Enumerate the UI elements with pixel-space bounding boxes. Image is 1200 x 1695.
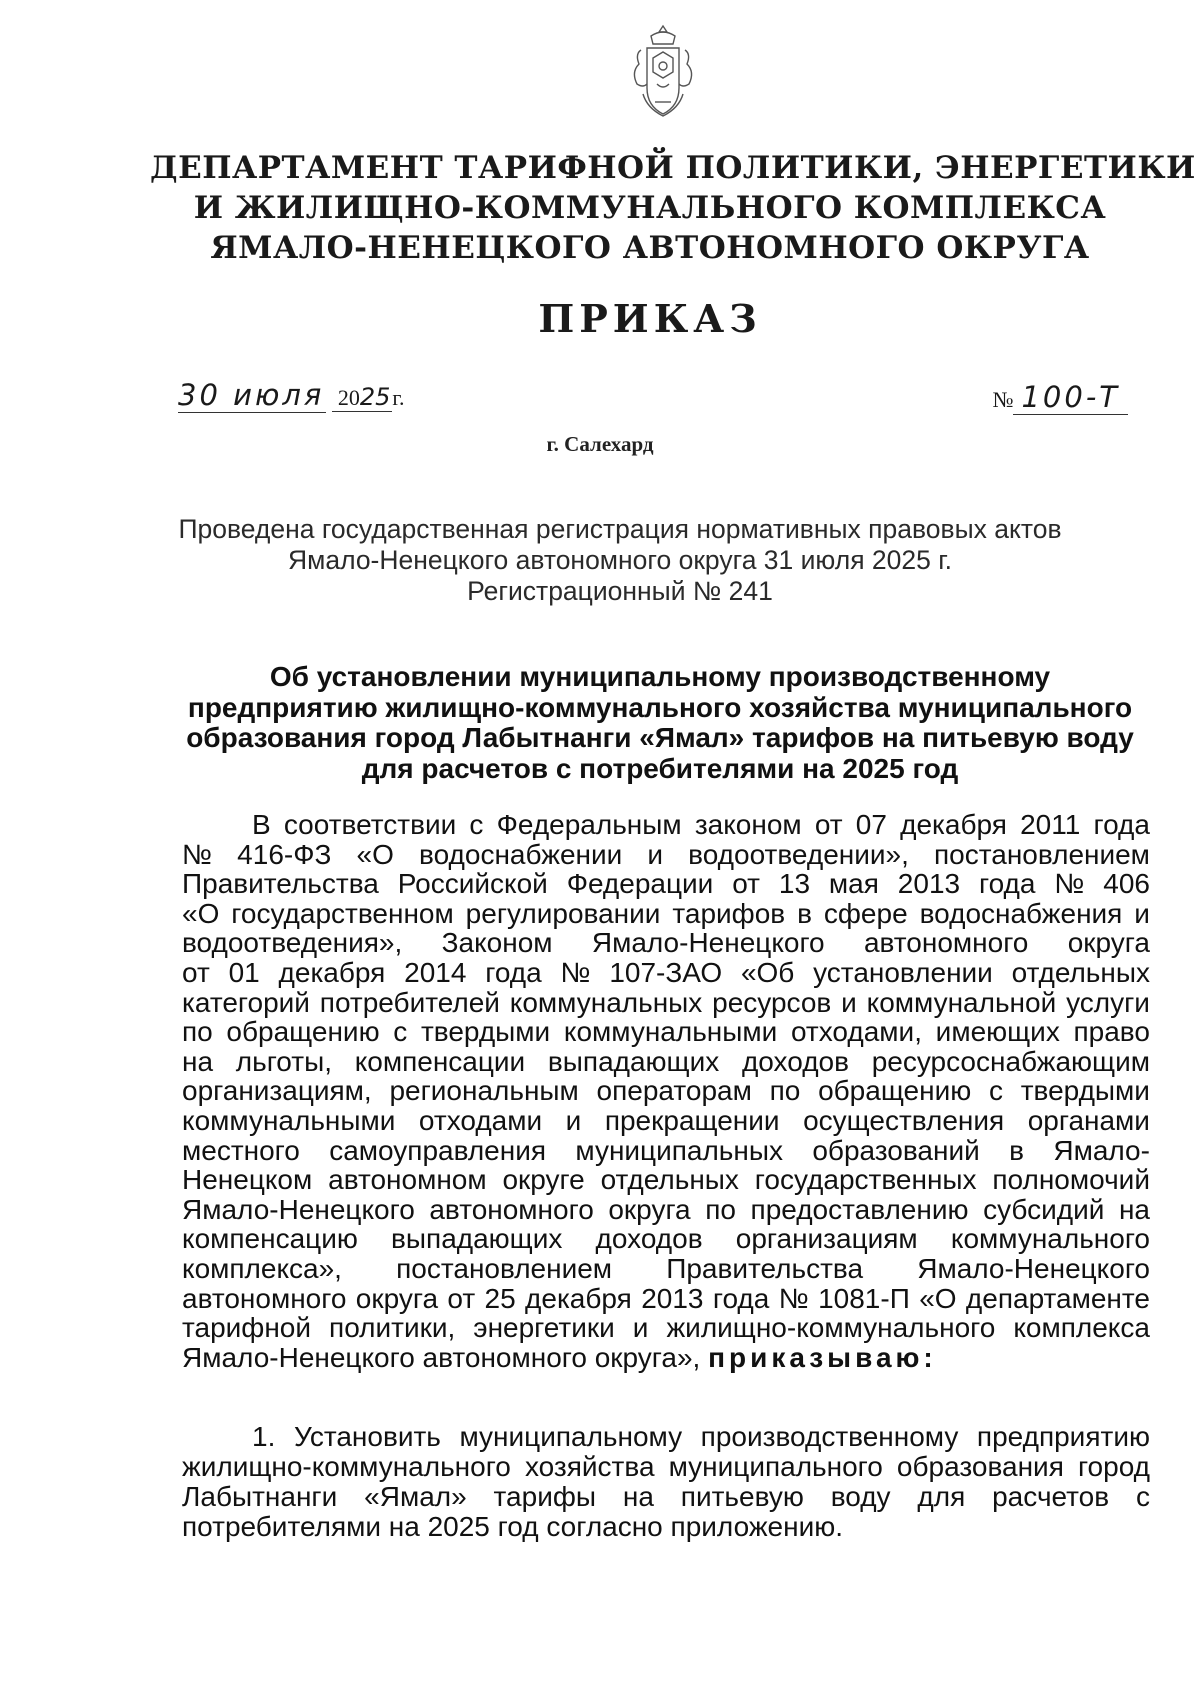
preamble-word: декабря xyxy=(900,809,1007,840)
item-1-paragraph xyxy=(182,1422,1150,1542)
preamble-word: компенсацию xyxy=(182,1223,358,1255)
preamble-word: года xyxy=(1093,809,1150,840)
preamble-word: от xyxy=(814,809,843,840)
order-number xyxy=(992,380,1128,415)
preamble-word: сфере xyxy=(823,897,908,929)
preamble-word: 416-ФЗ xyxy=(237,838,332,870)
preamble-word: на xyxy=(182,1045,214,1077)
preamble-word: услуги xyxy=(1066,986,1150,1018)
preamble-word: доходов xyxy=(741,1045,849,1077)
preamble-word: организациям xyxy=(735,1223,918,1255)
preamble-word: и xyxy=(565,1104,582,1136)
handwritten-number: 100-Т xyxy=(1021,380,1120,414)
preamble-word: автономном xyxy=(328,1164,487,1196)
preamble-word: комплекса», xyxy=(182,1252,342,1284)
preamble-last-line xyxy=(182,1343,1150,1373)
item-1-word: Установить xyxy=(293,1421,441,1452)
item-1-line xyxy=(182,1452,1150,1482)
preamble-word: доходов xyxy=(595,1223,703,1255)
preamble-word: Ямало- xyxy=(1053,1134,1150,1166)
preamble-word: «Об xyxy=(740,956,795,988)
preamble-paragraph xyxy=(182,810,1150,1372)
preamble-word: водоотведении», xyxy=(688,838,909,870)
preamble-line xyxy=(182,869,1150,899)
order-subject xyxy=(160,662,1160,784)
preamble-word: Ямало-Ненецкого xyxy=(182,1193,415,1225)
preamble-word: коммунальными xyxy=(182,1104,396,1136)
preamble-word: организациям, xyxy=(182,1075,372,1107)
preamble-word: 25 xyxy=(484,1282,516,1314)
item-1-word: питьевую xyxy=(680,1481,804,1512)
item-1-word: хозяйства xyxy=(524,1451,655,1482)
preamble-line xyxy=(182,1165,1150,1195)
preamble-word: округа xyxy=(608,1193,691,1225)
preamble-word: на xyxy=(1118,1193,1150,1225)
preamble-line xyxy=(182,1017,1150,1047)
preamble-word: декабря xyxy=(278,956,386,988)
year-suffix: г. xyxy=(392,385,405,410)
preamble-word: Ямало-Ненецкого xyxy=(591,927,825,959)
preamble-word: субсидий xyxy=(983,1193,1105,1225)
preamble-word: № xyxy=(778,1282,809,1314)
item-1-word: жилищно-коммунального xyxy=(182,1451,511,1482)
preamble-word: «О xyxy=(182,897,220,929)
registration-line-1: Проведена государственная регистрация нормативных правовых актов xyxy=(178,514,1062,544)
order-word: приказываю: xyxy=(708,1341,937,1373)
preamble-word: ресурсов xyxy=(712,986,832,1018)
subject-line-4: для расчетов с потребителями на 2025 год xyxy=(361,752,959,784)
preamble-word: 07 xyxy=(855,809,887,840)
preamble-word: государственных xyxy=(754,1164,977,1196)
preamble-word: от xyxy=(182,956,210,988)
preamble-word: постановлением xyxy=(934,838,1150,870)
preamble-line xyxy=(182,1284,1150,1314)
preamble-word: энергетики xyxy=(473,1312,615,1344)
preamble-line xyxy=(182,928,1150,958)
preamble-word: декабря xyxy=(525,1282,632,1314)
preamble-line xyxy=(182,1224,1150,1254)
handwritten-year: 25 xyxy=(359,383,391,411)
preamble-word: автономного xyxy=(182,1282,347,1314)
item-1-word: Лабытнанги xyxy=(182,1481,338,1512)
registration-note xyxy=(140,514,1100,607)
preamble-word: выпадающих xyxy=(547,1045,720,1077)
department-line-1: ДЕПАРТАМЕНТ ТАРИФНОЙ ПОЛИТИКИ, ЭНЕРГЕТИКИ xyxy=(150,150,1196,186)
preamble-word: по xyxy=(182,1016,213,1048)
number-label: № xyxy=(992,387,1014,412)
item-1-word: расчетов xyxy=(992,1481,1110,1512)
preamble-word: регулировании xyxy=(465,897,661,929)
preamble-word: и xyxy=(841,986,857,1018)
item-1-word: муниципального xyxy=(668,1451,883,1482)
preamble-word: отдельных xyxy=(1011,956,1150,988)
item-1-word: воду xyxy=(830,1481,891,1512)
preamble-word: от xyxy=(447,1282,476,1314)
item-1-line xyxy=(182,1482,1150,1512)
preamble-word: муниципальных xyxy=(575,1134,783,1166)
department-line-3: ЯМАЛО-НЕНЕЦКОГО АВТОНОМНОГО ОКРУГА xyxy=(210,230,1090,266)
preamble-word: автономного xyxy=(429,1193,594,1225)
preamble-word: Федерации xyxy=(566,868,714,900)
preamble-word: 2011 xyxy=(1020,809,1081,840)
preamble-word: прекращении xyxy=(604,1104,780,1136)
preamble-word: № xyxy=(182,838,213,870)
preamble-line xyxy=(182,1195,1150,1225)
preamble-word: ресурсоснабжающим xyxy=(871,1045,1150,1077)
preamble-word: коммунального xyxy=(950,1223,1150,1255)
preamble-word: отходами, xyxy=(790,1016,922,1048)
order-date xyxy=(178,378,404,413)
preamble-word: округе xyxy=(502,1164,585,1196)
preamble-word: жилищно-коммунального xyxy=(666,1312,996,1344)
preamble-word: года xyxy=(485,956,542,988)
registration-line-2: Ямало-Ненецкого автономного округа 31 июля 2025 г. xyxy=(287,545,953,575)
item-1-word: для xyxy=(917,1481,966,1512)
preamble-word: департаменте xyxy=(965,1282,1150,1314)
preamble-line xyxy=(182,810,1150,840)
preamble-word: предоставлению xyxy=(750,1193,969,1225)
preamble-word: соответствии xyxy=(283,809,457,840)
preamble-line xyxy=(182,1313,1150,1343)
department-line-2: И ЖИЛИЩНО-КОММУНАЛЬНОГО КОМПЛЕКСА xyxy=(193,190,1107,226)
preamble-word: местного xyxy=(182,1134,300,1166)
preamble-word: водоснабжения xyxy=(919,897,1123,929)
preamble-last-line-text: Ямало-Ненецкого автономного округа», xyxy=(182,1341,701,1373)
preamble-word: «О xyxy=(919,1282,957,1314)
preamble-word: года xyxy=(978,868,1036,900)
preamble-word: коммунальными xyxy=(563,1016,778,1048)
item-1-word: город xyxy=(1077,1451,1150,1482)
preamble-word: органами xyxy=(1027,1104,1150,1136)
registration-line-3: Регистрационный № 241 xyxy=(467,576,773,606)
preamble-word: выпадающих xyxy=(391,1223,563,1255)
preamble-word: твердыми xyxy=(1020,1075,1150,1107)
preamble-word: обращению xyxy=(818,1075,972,1107)
preamble-word: имеющих xyxy=(935,1016,1060,1048)
preamble-word: категорий xyxy=(182,986,310,1018)
item-1-word: 1. xyxy=(252,1421,276,1452)
preamble-word: коммунальной xyxy=(866,986,1057,1018)
preamble-word: Федеральным xyxy=(496,809,682,840)
subject-line-3: образования город Лабытнанги «Ямал» тарифов на питьевую воду xyxy=(186,722,1134,753)
preamble-line xyxy=(182,1047,1150,1077)
item-1-word: с xyxy=(1136,1481,1150,1512)
preamble-line xyxy=(182,988,1150,1018)
preamble-word: 13 xyxy=(778,868,811,900)
preamble-word: «О xyxy=(356,838,394,870)
preamble-word: в xyxy=(1009,1134,1024,1166)
preamble-line xyxy=(182,899,1150,929)
preamble-word: 2014 xyxy=(404,956,467,988)
preamble-word: водоснабжении xyxy=(419,838,623,870)
preamble-word: коммунальных xyxy=(509,986,703,1018)
subject-line-2: предприятию жилищно-коммунального хозяйства муниципального xyxy=(187,691,1133,723)
preamble-word: установлении xyxy=(813,956,993,988)
preamble-word: мая xyxy=(828,868,879,900)
preamble-word: с xyxy=(469,809,484,840)
preamble-word: 1081-П xyxy=(818,1282,910,1314)
preamble-word: право xyxy=(1073,1016,1150,1048)
preamble-word: и xyxy=(632,1312,649,1344)
preamble-word: образований xyxy=(812,1134,980,1166)
preamble-word: округа xyxy=(355,1282,439,1314)
preamble-word: компенсации xyxy=(354,1045,526,1077)
preamble-word: № xyxy=(1054,868,1085,900)
preamble-line xyxy=(182,958,1150,988)
document-type: ПРИКАЗ xyxy=(538,296,762,341)
preamble-word: потребителей xyxy=(319,986,500,1018)
preamble-word: политики, xyxy=(329,1312,456,1344)
preamble-line xyxy=(182,1106,1150,1136)
preamble-word: 406 xyxy=(1103,868,1150,900)
preamble-word: 2013 xyxy=(641,1282,704,1314)
preamble-word: Правительства xyxy=(182,868,379,900)
preamble-line xyxy=(182,1254,1150,1284)
preamble-word: и xyxy=(1134,897,1150,929)
year-prefix: 20 xyxy=(337,385,360,410)
item-1-word: образования xyxy=(896,1451,1064,1482)
preamble-word: с xyxy=(988,1075,1003,1107)
preamble-word: тарифов xyxy=(672,897,786,929)
preamble-word: Ямало-Ненецкого xyxy=(917,1252,1150,1284)
item-1-word: муниципальному xyxy=(459,1421,683,1452)
preamble-line xyxy=(182,1136,1150,1166)
preamble-word: 2013 xyxy=(897,868,961,900)
preamble-word: Правительства xyxy=(666,1252,864,1284)
preamble-word: округа xyxy=(1067,927,1150,959)
preamble-word: с xyxy=(393,1016,408,1048)
preamble-word: Российской xyxy=(397,868,548,900)
preamble-word: полномочий xyxy=(992,1164,1150,1196)
preamble-word: от xyxy=(732,868,760,900)
preamble-word: в xyxy=(797,897,812,929)
preamble-word: государственном xyxy=(231,897,454,929)
preamble-word: отходами xyxy=(418,1104,543,1136)
item-1-line xyxy=(182,1422,1150,1452)
preamble-line xyxy=(182,840,1150,870)
item-1-word: производственному xyxy=(700,1421,959,1452)
department-name xyxy=(150,148,1196,268)
preamble-word: осуществления xyxy=(803,1104,1005,1136)
preamble-word: льготы, xyxy=(235,1045,332,1077)
preamble-word: операторам xyxy=(596,1075,752,1107)
preamble-word: № xyxy=(560,956,591,988)
preamble-word: постановлением xyxy=(396,1252,613,1284)
coat-of-arms-icon xyxy=(629,22,697,122)
preamble-word: отдельных xyxy=(600,1164,739,1196)
item-1-last-line: потребителями на 2025 год согласно приложению. xyxy=(182,1511,844,1542)
item-1-word: «Ямал» xyxy=(364,1481,467,1512)
subject-line-1: Об установлении муниципальному производственному xyxy=(269,661,1051,692)
preamble-word: автономного xyxy=(863,927,1029,959)
item-1-word: на xyxy=(622,1481,654,1512)
preamble-word: тарифной xyxy=(182,1312,312,1344)
preamble-word: обращению xyxy=(226,1016,380,1048)
preamble-word: водоотведения», xyxy=(182,927,403,959)
preamble-word: региональным xyxy=(389,1075,579,1107)
preamble-word: законом xyxy=(694,809,802,840)
preamble-word: В xyxy=(252,809,271,840)
handwritten-date: 30 июля xyxy=(178,378,325,412)
preamble-word: самоуправления xyxy=(329,1134,547,1166)
city: г. Салехард xyxy=(546,432,654,456)
preamble-word: Законом xyxy=(441,927,553,959)
preamble-word: по xyxy=(705,1193,736,1225)
preamble-word: 107-ЗАО xyxy=(609,956,723,988)
preamble-line xyxy=(182,1076,1150,1106)
preamble-word: и xyxy=(647,838,664,870)
preamble-word: по xyxy=(769,1075,801,1107)
item-1-word: тарифы xyxy=(493,1481,597,1512)
preamble-word: 01 xyxy=(228,956,260,988)
preamble-word: твердыми xyxy=(420,1016,551,1048)
preamble-word: года xyxy=(712,1282,770,1314)
preamble-word: комплекса xyxy=(1013,1312,1150,1344)
preamble-word: Ненецком xyxy=(182,1164,313,1196)
item-1-word: предприятию xyxy=(976,1421,1150,1452)
